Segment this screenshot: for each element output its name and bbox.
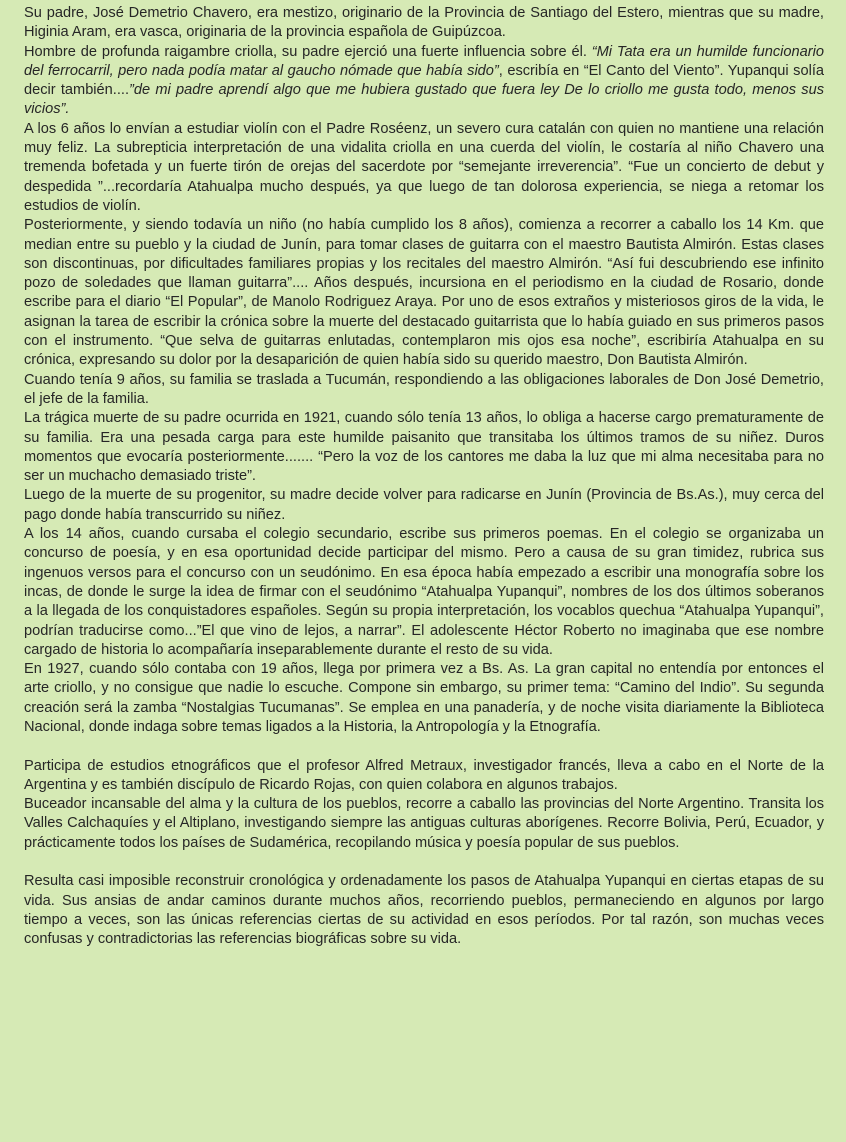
paragraph-father-influence <box>24 43 824 120</box>
paragraph-chronology <box>24 872 824 949</box>
paragraph-text: , escribía en “El Canto del Viento”. Yupanqui solía decir también.... <box>24 62 824 99</box>
paragraph-text: Resulta casi imposible reconstruir cronológica y ordenadamente los pasos de Atahualpa Yupanqui en ciertas etapas de su vida. Sus ansias de andar caminos durante muchos años, recorriendo pueblos, permaneciendo en algunos por largo tiempo a veces, son las únicas referencias ciertas de su actividad en esos períodos. Por tal razón, son muchas veces confusas y contradictorias las referencias biográficas sobre su vida. <box>24 873 824 948</box>
paragraph-text: En 1927, cuando sólo contaba con 19 años, llega por primera vez a Bs. As. La gran capital no entendía por entonces el arte criollo, y no consigue que nadie lo escuche. Compone sin embargo, su primer tema: “Camino del Indio”. Su segunda creación será la zamba “Nostalgias Tucumanas”. Se emplea en una panadería, y de noche visita diariamente la Biblioteca Nacional, donde indaga sobre temas ligados a la Historia, la Antropología y la Etnografía. <box>24 661 824 735</box>
paragraph-text: Su padre, José Demetrio Chavero, era mestizo, originario de la Provincia de Santiago del Estero, mientras que su madre, Higinia Aram, era vasca, originaria de la provincia española de Guipúzcoa. <box>24 5 824 41</box>
paragraph-junin <box>24 486 824 525</box>
quote-italic: “Mi Tata era un humilde funcionario del ferrocarril, pero nada podía matar al gaucho nómade que había sido” <box>24 43 824 79</box>
paragraph-text: Posteriormente, y siendo todavía un niño (no había cumplido los 8 años), comienza a recorrer a caballo los 14 Km. que median entre su pueblo y la ciudad de Junín, para tomar clases de guitarra con el maestro Bautista Almirón. Estas clases son discontinuas, por dificultades familiares propias y los recitales del maestro Almirón. “Así fui descubriendo ese infinito pozo de soledades que llaman guitarra”.... Años después, incursiona en el periodismo en la ciudad de Rosario, donde escribe para el diario “El Popular”, de Manolo Rodriguez Araya. Por uno de esos extraños y misteriosos giros de la vida, le asignan la tarea de escribir la crónica sobre la muerte del destacado guitarrista que lo había guiado en sus primeros pasos con el instrumento. “Que selva de guitarras enlutadas, contemplaron mis ojos esa noche”, escribiría Atahualpa en su crónica, expresando su dolor por la desaparición de quien había sido su querido maestro, Don Bautista Almirón. <box>24 217 824 369</box>
paragraph-violin <box>24 120 824 216</box>
paragraph-text: A los 14 años, cuando cursaba el colegio secundario, escribe sus primeros poemas. En el colegio se organizaba un concurso de poesía, y en esa oportunidad decide participar del mismo. Pero a causa de su gran timidez, rubrica sus ingenuos versos para el concurso con un seudónimo. En esa época había empezado a escribir una monografía sobre los incas, de donde le surge la idea de firmar con el seudónimo “Atahualpa Yupanqui”, nombres de los dos últimos soberanos a la llegada de los conquistadores españoles. Según su propia interpretación, los vocablos quechua “Atahualpa Yupanqui”, podrían traducirse como...”El que vino de lejos, a narrar”. El adolescente Héctor Roberto no imaginaba que ese nombre cargado de historia lo acompañaría inseparablemente durante el resto de su vida. <box>24 526 824 658</box>
paragraph-text: A los 6 años lo envían a estudiar violín con el Padre Roséenz, un severo cura catalán con quien no mantiene una relación muy feliz. La subrepticia interpretación de una vidalita criolla en una cuerda del violín, le costaría al niño Chavero una tremenda bofetada y un fuerte tirón de orejas del sacerdote por “semejante irreverencia”. “Fue un concierto de debut y despedida ”...recordaría Atahualpa mucho después, ya que luego de tan dolorosa experiencia, se niega a retomar los estudios de violín. <box>24 120 824 214</box>
paragraph-text: Participa de estudios etnográficos que el profesor Alfred Metraux, investigador francés, lleva a cabo en el Norte de la Argentina y es también discípulo de Ricardo Rojas, con quien colabora en algunos trabajos. <box>24 757 824 793</box>
paragraph-father-death <box>24 409 824 486</box>
paragraph-ethnography <box>24 757 824 796</box>
paragraph-text: Hombre de profunda raigambre criolla, su padre ejerció una fuerte influencia sobre él. <box>24 43 592 60</box>
paragraph-text: Luego de la muerte de su progenitor, su madre decide volver para radicarse en Junín (Provincia de Bs.As.), muy cerca del pago donde había transcurrido su niñez. <box>24 487 824 523</box>
paragraph-travels <box>24 795 824 853</box>
paragraph-pseudonym <box>24 525 824 660</box>
paragraph-text: Buceador incansable del alma y la cultura de los pueblos, recorre a caballo las provincias del Norte Argentino. Transita los Valles Calchaquíes y el Altiplano, investigando siempre las antiguas culturas aborígenes. Recorre Bolivia, Perú, Ecuador, y prácticamente todos los países de Sudamérica, recopilando música y poesía popular de sus pueblos. <box>24 796 824 851</box>
paragraph-guitar <box>24 216 824 370</box>
paragraph-buenos-aires <box>24 660 824 737</box>
paragraph-parents <box>24 4 824 43</box>
paragraph-tucuman <box>24 371 824 410</box>
quote-italic: ”de mi padre aprendí algo que me hubiera gustado que fuera ley De lo criollo me gusta todo, menos sus vicios”. <box>24 82 824 118</box>
paragraph-text: La trágica muerte de su padre ocurrida en 1921, cuando sólo tenía 13 años, lo obliga a hacerse cargo prematuramente de su familia. Era una pesada carga para este humilde paisanito que transitaba los últimos tramos de su niñez. Duros momentos que evocaría posteriormente....... “Pero la voz de los cantores me daba la luz que mi alma necesitaba para no ser un muchacho demasiado triste”. <box>24 410 824 485</box>
paragraph-text: Cuando tenía 9 años, su familia se traslada a Tucumán, respondiendo a las obligaciones laborales de Don José Demetrio, el jefe de la familia. <box>24 371 824 407</box>
document-body <box>24 4 824 950</box>
